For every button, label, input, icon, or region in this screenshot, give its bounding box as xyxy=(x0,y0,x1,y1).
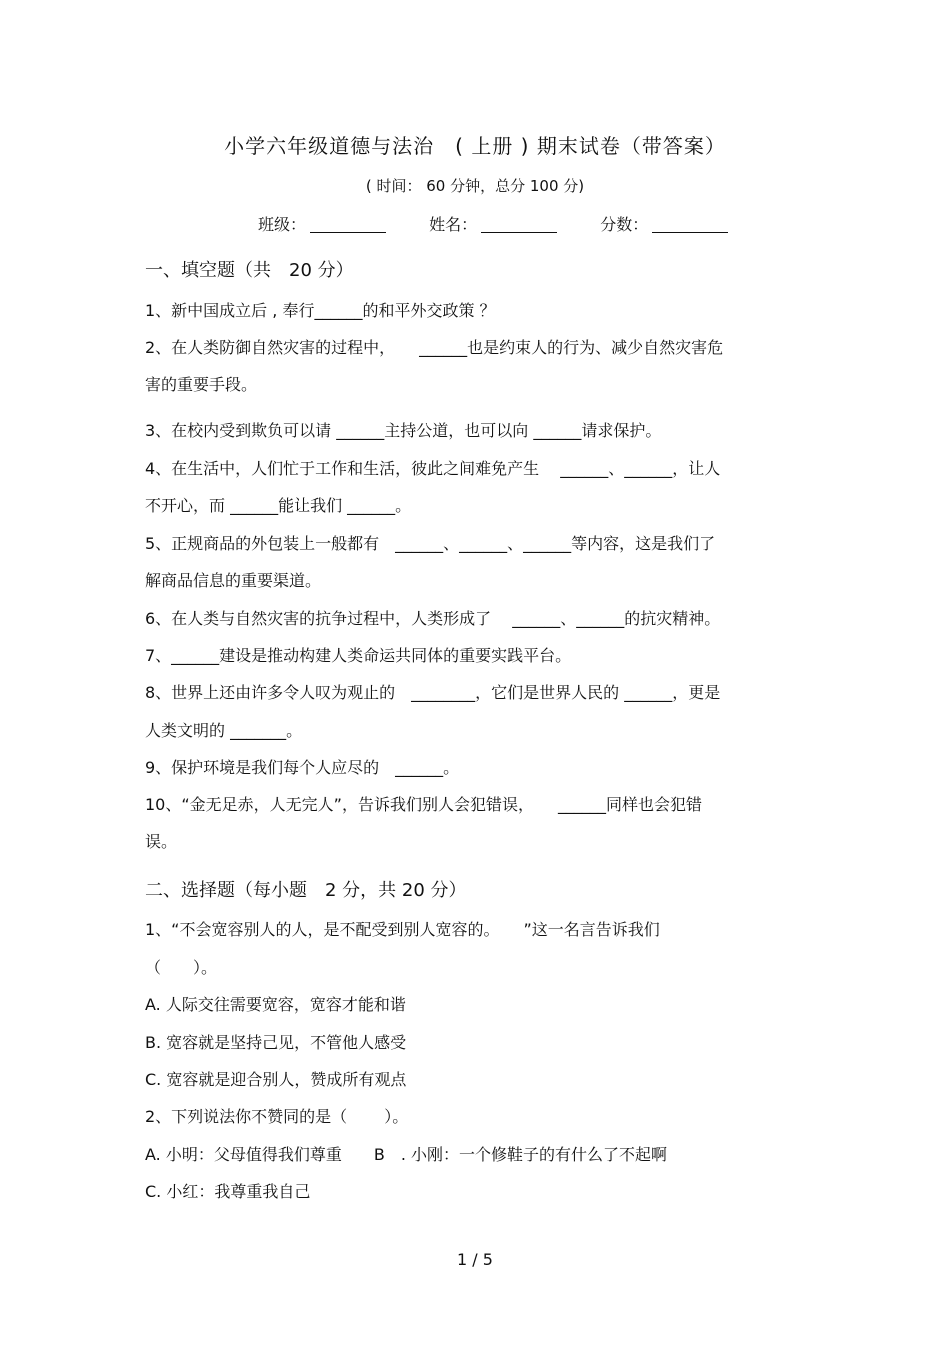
section-heading-choice: 二、选择题（每小题 2 分，共 20 分） xyxy=(145,880,467,901)
question-line: （ ）。 xyxy=(145,958,218,977)
question-line: 2、下列说法你不赞同的是（ ）。 xyxy=(145,1107,409,1126)
section-heading-fill-in: 一、填空题（共 20 分） xyxy=(145,260,354,281)
question-line: 3、在校内受到欺负可以请 ______主持公道，也可以向 ______请求保护。 xyxy=(145,421,662,440)
question-line: 误。 xyxy=(145,832,178,851)
exam-meta: ( 时间： 60 分钟，总分 100 分) xyxy=(365,177,585,195)
option-line: A. 人际交往需要宽容，宽容才能和谐 xyxy=(145,995,406,1014)
question-line: 人类文明的 _______。 xyxy=(145,721,303,740)
question-line: 1、新中国成立后 , 奉行______的和平外交政策 ？ xyxy=(145,301,496,320)
option-line: A. 小明：父母值得我们尊重 B . 小刚：一个修鞋子的有什么了不起啊 xyxy=(145,1145,667,1164)
question-line: 7、______建设是推动构建人类命运共同体的重要实践平台。 xyxy=(145,646,572,665)
question-line: 1、“不会宽容别人的人，是不配受到别人宽容的。 ”这一名言告诉我们 xyxy=(145,920,660,939)
question-line: 10、“金无足赤，人无完人”，告诉我们别人会犯错误， ______同样也会犯错 xyxy=(145,795,702,814)
option-line: B. 宽容就是坚持己见，不管他人感受 xyxy=(145,1033,407,1052)
question-line: 不开心，而 ______能让我们 ______。 xyxy=(145,496,412,515)
class-blank xyxy=(310,216,386,233)
page-title: 小学六年级道德与法治 ( 上册 ) 期末试卷（带答案） xyxy=(224,134,726,158)
question-line: 2、在人类防御自然灾害的过程中， ______也是约束人的行为、减少自然灾害危 xyxy=(145,338,724,357)
option-line: C. 小红：我尊重我自己 xyxy=(145,1182,311,1201)
question-line: 解商品信息的重要渠道。 xyxy=(145,571,322,590)
page-number: 1 / 5 xyxy=(457,1250,493,1269)
question-line: 5、正规商品的外包装上一般都有 ______、______、______等内容，这是我们了 xyxy=(145,534,716,553)
question-line: 6、在人类与自然灾害的抗争过程中，人类形成了 ______、______的抗灾精神。 xyxy=(145,609,721,628)
student-info-line xyxy=(258,212,766,235)
question-line: 8、世界上还由许多令人叹为观止的 ________，它们是世界人民的 ______，更是 xyxy=(145,683,721,702)
question-line: 9、保护环境是我们每个人应尽的 ______。 xyxy=(145,758,460,777)
name-blank xyxy=(481,216,557,233)
score-blank xyxy=(652,216,728,233)
question-line: 4、在生活中，人们忙于工作和生活，彼此之间难免产生 ______、______，让人 xyxy=(145,459,721,478)
class-label: 班级： xyxy=(258,215,307,234)
name-label: 姓名： xyxy=(429,215,478,234)
score-label: 分数： xyxy=(600,215,649,234)
question-line: 害的重要手段。 xyxy=(145,375,258,394)
option-line: C. 宽容就是迎合别人，赞成所有观点 xyxy=(145,1070,407,1089)
